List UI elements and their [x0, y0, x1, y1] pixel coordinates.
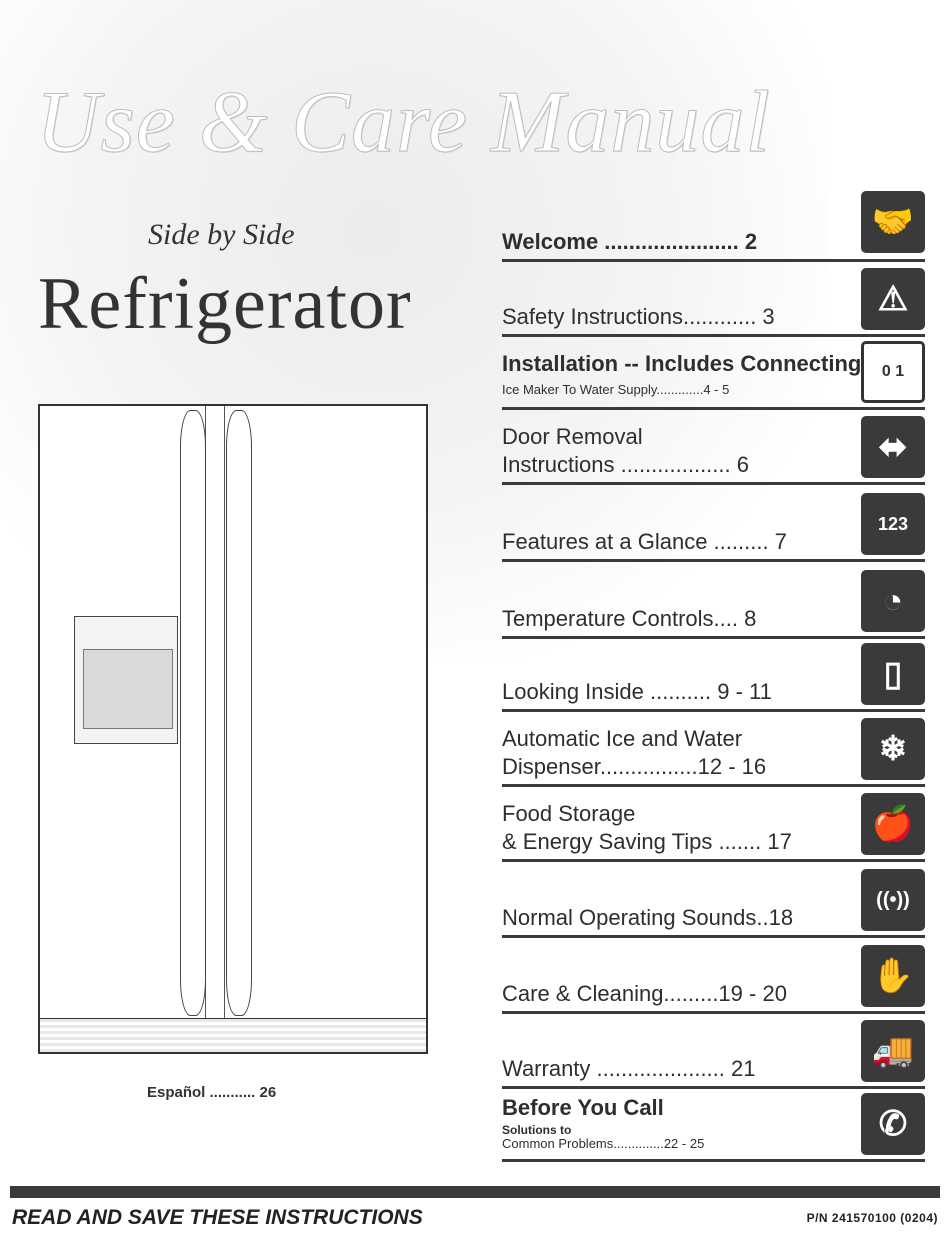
toc-welcome[interactable]: [502, 200, 925, 262]
toc-door-removal[interactable]: [502, 414, 925, 485]
right-handle: [226, 410, 252, 1016]
open-fridge-icon: ▯: [861, 643, 925, 705]
espanol-link[interactable]: Español ........... 26: [147, 1084, 277, 1101]
toc-dispenser[interactable]: [502, 716, 925, 787]
truck-icon: 🚚: [861, 1020, 925, 1082]
toc-label: Warranty ..................... 21: [502, 1056, 756, 1081]
part-number: P/N 241570100 (0204): [806, 1211, 938, 1225]
toc-warranty[interactable]: [502, 1018, 925, 1089]
toc-label-2: Instructions .................. 6: [502, 452, 749, 477]
product-name: Refrigerator: [38, 263, 412, 345]
toc-sounds[interactable]: [502, 866, 925, 938]
toc-label: Door Removal: [502, 424, 643, 449]
toc-care-cleaning[interactable]: [502, 942, 925, 1014]
ice-cubes-icon: ❄: [861, 718, 925, 780]
toe-grille: [40, 1018, 426, 1052]
product-subtitle: Side by Side: [148, 218, 295, 251]
toc-label-2: Dispenser................12 - 16: [502, 754, 767, 779]
toc-label: Installation -- Includes Connecting: [502, 351, 862, 376]
apple-icon: 🍎: [861, 793, 925, 855]
toc-label: Looking Inside .......... 9 - 11: [502, 679, 772, 704]
toc-safety[interactable]: [502, 270, 925, 337]
toc-installation[interactable]: [502, 340, 925, 410]
dial-icon: ◔: [861, 570, 925, 632]
toc-label-2: & Energy Saving Tips ....... 17: [502, 829, 792, 854]
toc-sublabel: Ice Maker To Water Supply.............4 - 5: [502, 382, 730, 397]
warning-icon: ⚠: [861, 268, 925, 330]
double-arrow-icon: ⬌: [861, 416, 925, 478]
sound-icon: ((•)): [861, 869, 925, 931]
toc-label: Food Storage: [502, 801, 636, 826]
toc-label: Automatic Ice and Water: [502, 726, 743, 751]
toc-sublabel: Solutions to: [502, 1123, 572, 1137]
numbered-shapes-icon: 123: [861, 493, 925, 555]
toc-label: Temperature Controls.... 8: [502, 606, 757, 631]
toc-food-storage[interactable]: [502, 792, 925, 862]
toc-label: Before You Call: [502, 1095, 664, 1120]
refrigerator-illustration: [38, 404, 428, 1054]
dispenser-recess: [83, 649, 173, 729]
toc-label: Normal Operating Sounds..18: [502, 905, 794, 930]
dispenser: [74, 616, 178, 744]
read-save-notice: READ AND SAVE THESE INSTRUCTIONS: [12, 1206, 423, 1229]
phone-icon: ✆: [861, 1093, 925, 1155]
toc-looking-inside[interactable]: [502, 643, 925, 712]
toc-before-you-call[interactable]: [502, 1092, 925, 1162]
toc-label: Safety Instructions............ 3: [502, 304, 775, 329]
door-gap: [205, 406, 225, 1018]
cleaning-hand-icon: ✋: [861, 945, 925, 1007]
toc-label: Welcome ...................... 2: [502, 229, 758, 254]
left-handle: [180, 410, 206, 1016]
toc-features[interactable]: [502, 490, 925, 562]
handshake-icon: 🤝: [861, 191, 925, 253]
ruler-icon: 0 1: [861, 341, 925, 403]
toc-label: Features at a Glance ......... 7: [502, 529, 787, 554]
toc-sublabel-2: Common Problems..............22 - 25: [502, 1136, 705, 1151]
footer-bar: [10, 1186, 940, 1198]
manual-title: Use & Care Manual: [36, 74, 771, 171]
toc-temperature[interactable]: [502, 566, 925, 639]
toc-label: Care & Cleaning.........19 - 20: [502, 981, 787, 1006]
